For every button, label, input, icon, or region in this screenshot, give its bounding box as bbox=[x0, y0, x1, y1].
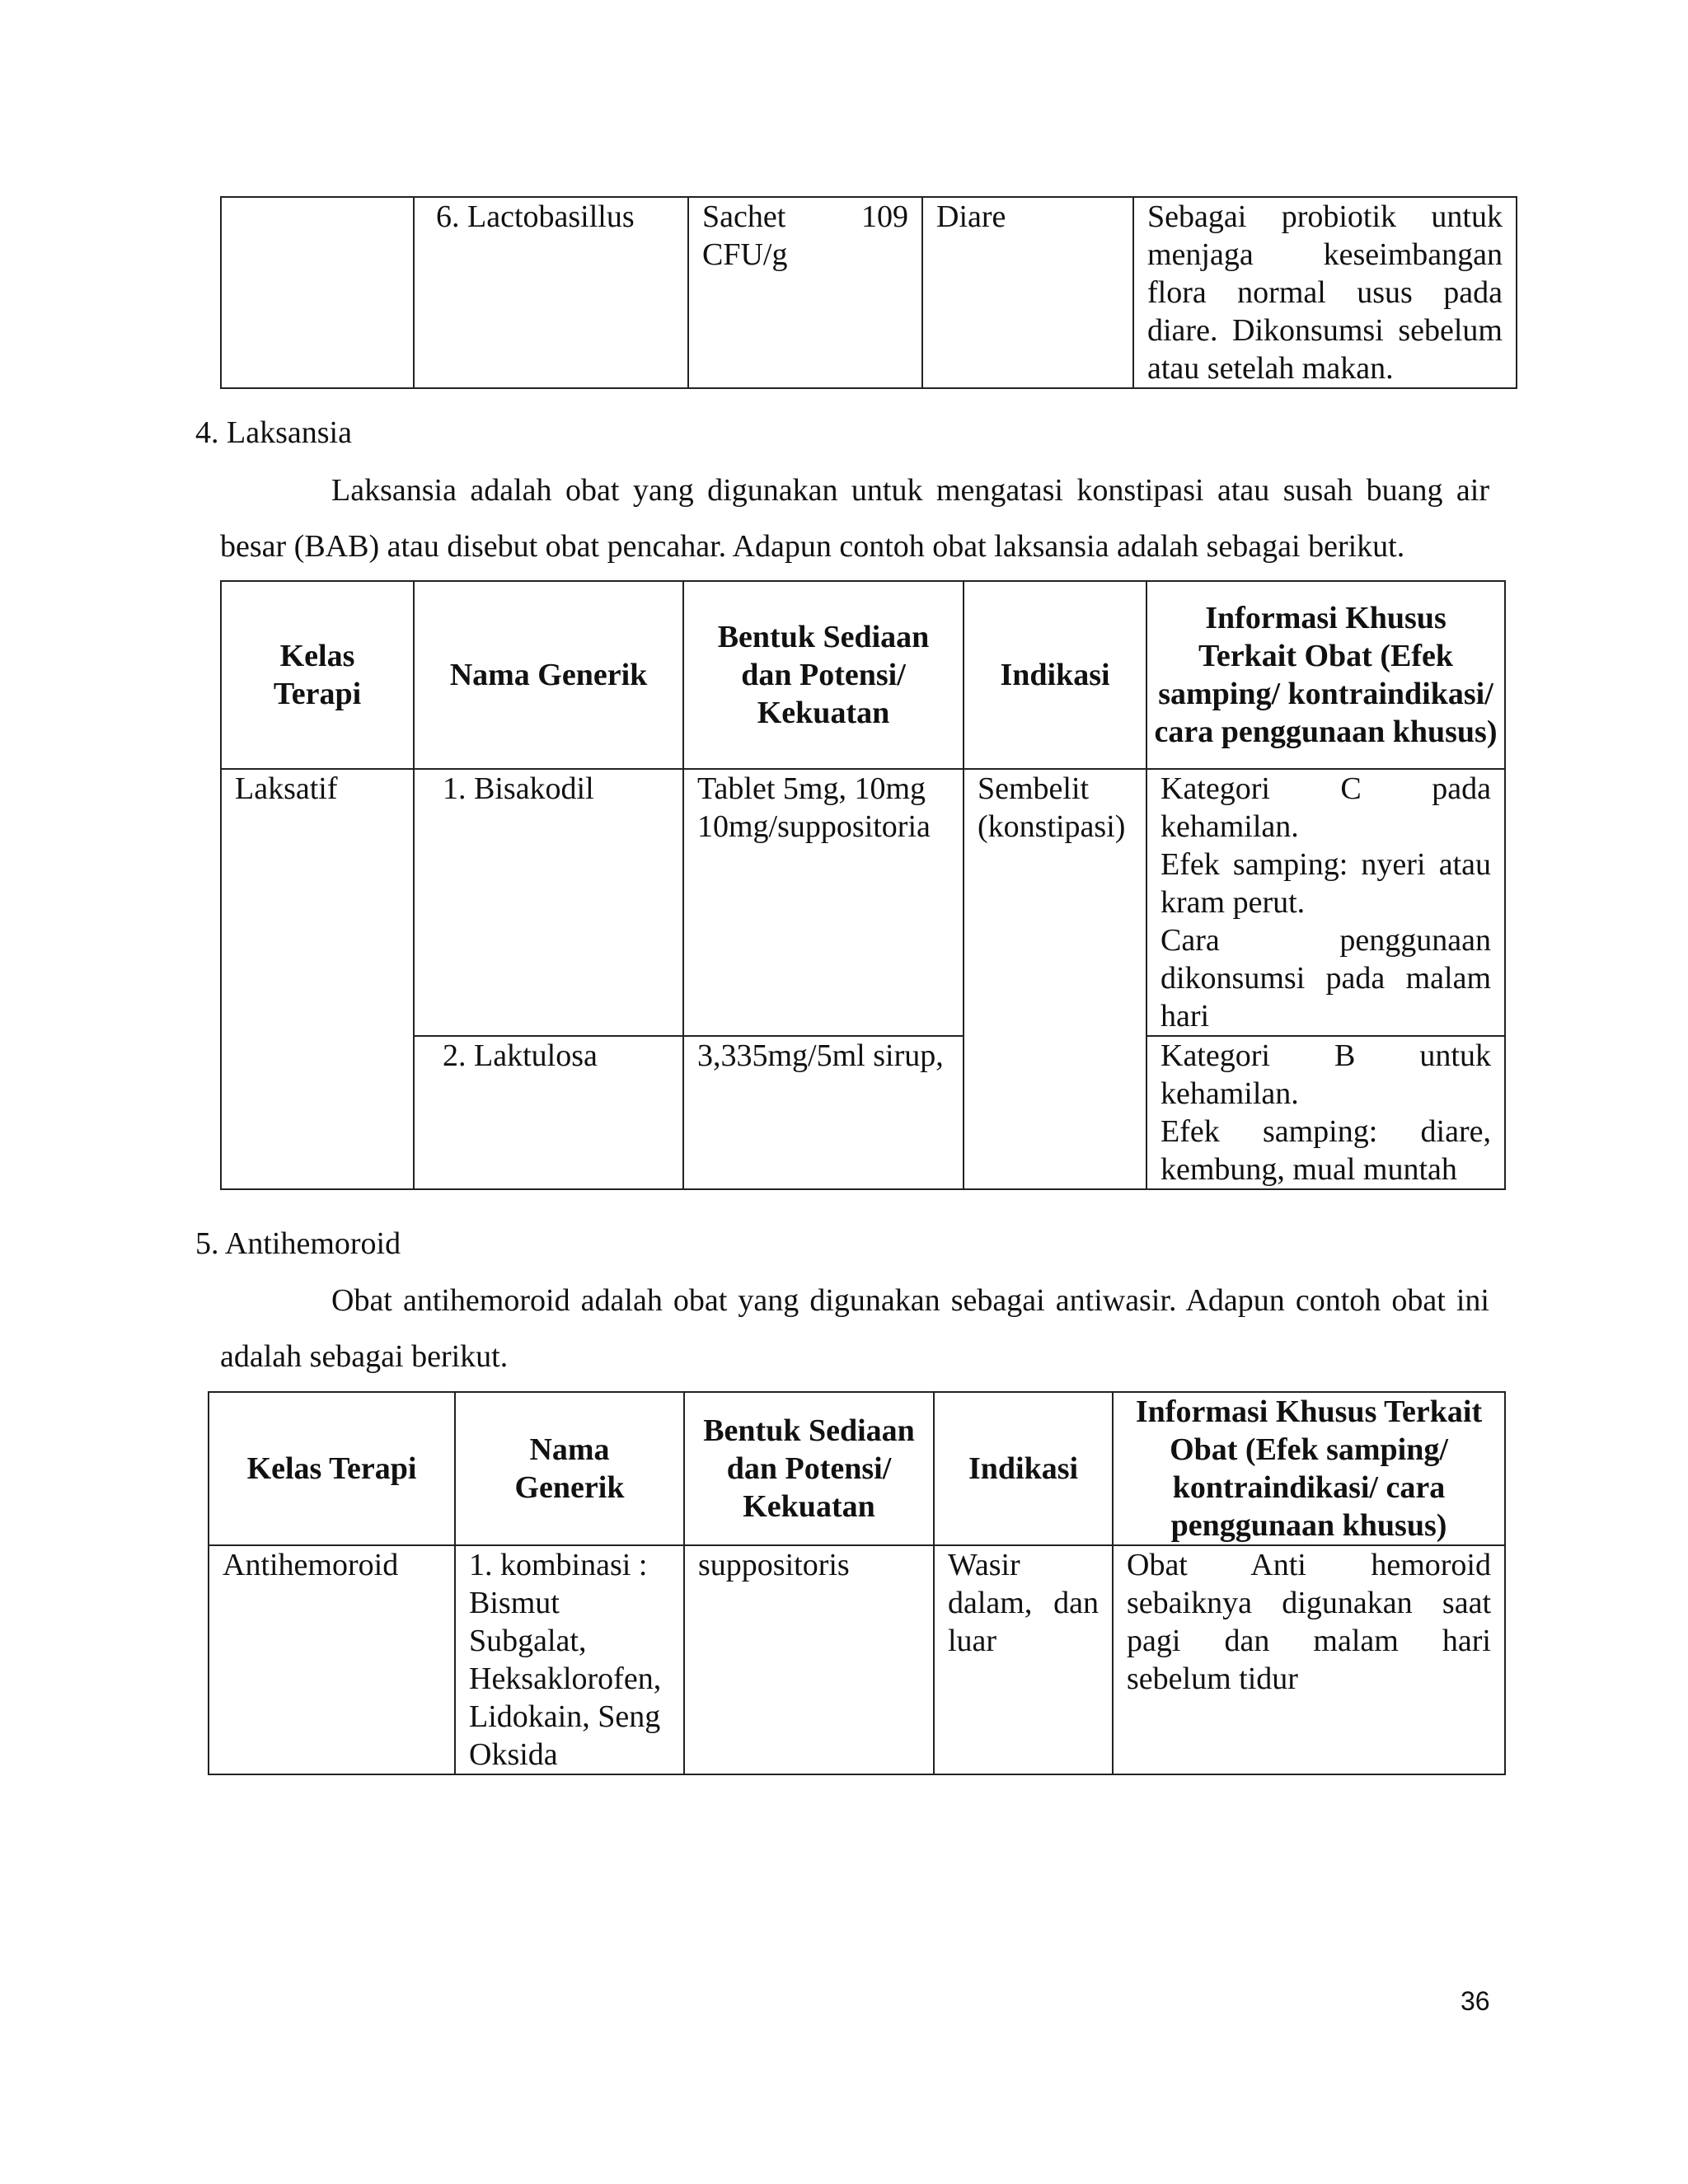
table-header-row bbox=[209, 1392, 1505, 1545]
header-bentuk-sediaan: Bentuk Sediaan dan Potensi/ Kekuatan bbox=[684, 1392, 934, 1545]
table-continued-antidiare bbox=[220, 196, 1517, 389]
info-line: Kategori C pada kehamilan. bbox=[1160, 771, 1491, 844]
cell-bentuk-sediaan: Tablet 5mg, 10mg 10mg/suppositoria bbox=[683, 769, 964, 1036]
cell-informasi-khusus bbox=[1146, 769, 1505, 1036]
header-nama-generik: Nama Generik bbox=[414, 581, 683, 769]
section-paragraph-antihemoroid: Obat antihemoroid adalah obat yang digunakan sebagai antiwasir. Adapun contoh obat ini adalah sebagai berikut. bbox=[220, 1283, 1489, 1374]
section-paragraph-laksansia: Laksansia adalah obat yang digunakan untuk mengatasi konstipasi atau susah buang air besar (BAB) atau disebut obat pencahar. Adapun contoh obat laksansia adalah sebagai berikut. bbox=[220, 473, 1489, 564]
cell-kelas-terapi bbox=[221, 197, 414, 388]
header-informasi-khusus: Informasi Khusus Terkait Obat (Efek samping/ kontraindikasi/ cara penggunaan khusus) bbox=[1146, 581, 1505, 769]
cell-nama-generik: 1. Bisakodil bbox=[414, 769, 683, 1036]
table-row bbox=[209, 1545, 1505, 1774]
header-informasi-khusus: Informasi Khusus Terkait Obat (Efek samping/ kontraindikasi/ cara penggunaan khusus) bbox=[1113, 1392, 1505, 1545]
info-line: Efek samping: nyeri atau kram perut. bbox=[1160, 847, 1491, 920]
table-row bbox=[221, 197, 1517, 388]
cell-kelas-terapi: Antihemoroid bbox=[209, 1545, 455, 1774]
bentuk-text-a: Sachet bbox=[702, 199, 786, 234]
cell-indikasi: Sembelit (konstipasi) bbox=[964, 769, 1146, 1189]
info-line: Efek samping: diare, kembung, mual muntah bbox=[1160, 1114, 1491, 1187]
table-antihemoroid bbox=[208, 1391, 1506, 1775]
info-line: Kategori B untuk kehamilan. bbox=[1160, 1038, 1491, 1111]
cell-bentuk-sediaan: 3,335mg/5ml sirup, bbox=[683, 1036, 964, 1189]
cell-indikasi: Wasir dalam, dan luar bbox=[934, 1545, 1113, 1774]
table-row bbox=[221, 1036, 1505, 1189]
cell-nama-generik: 1. kombinasi : Bismut Subgalat, Heksaklorofen, Lidokain, Seng Oksida bbox=[455, 1545, 684, 1774]
cell-nama-generik: 6. Lactobasillus bbox=[414, 197, 688, 388]
bentuk-text-b: 109 bbox=[861, 199, 908, 234]
header-indikasi: Indikasi bbox=[934, 1392, 1113, 1545]
section-heading-antihemoroid: 5. Antihemoroid bbox=[195, 1226, 401, 1261]
info-line: Cara penggunaan dikonsumsi pada malam hari bbox=[1160, 923, 1491, 1033]
page-number: 36 bbox=[1461, 1986, 1490, 2016]
cell-bentuk-sediaan: suppositoris bbox=[684, 1545, 934, 1774]
cell-indikasi: Diare bbox=[922, 197, 1133, 388]
table-row bbox=[221, 769, 1505, 1036]
cell-informasi-khusus: Obat Anti hemoroid sebaiknya digunakan saat pagi dan malam hari sebelum tidur bbox=[1113, 1545, 1505, 1774]
table-laksansia bbox=[220, 580, 1506, 1190]
table-header-row bbox=[221, 581, 1505, 769]
cell-bentuk-sediaan bbox=[688, 197, 922, 388]
section-heading-laksansia: 4. Laksansia bbox=[195, 415, 352, 450]
header-indikasi: Indikasi bbox=[964, 581, 1146, 769]
bentuk-text-c: CFU/g bbox=[702, 237, 788, 272]
cell-kelas-terapi: Laksatif bbox=[221, 769, 414, 1189]
cell-nama-generik: 2. Laktulosa bbox=[414, 1036, 683, 1189]
header-kelas-terapi: Kelas Terapi bbox=[221, 581, 414, 769]
cell-informasi-khusus bbox=[1146, 1036, 1505, 1189]
header-bentuk-sediaan: Bentuk Sediaan dan Potensi/ Kekuatan bbox=[683, 581, 964, 769]
header-kelas-terapi: Kelas Terapi bbox=[209, 1392, 455, 1545]
header-nama-generik: Nama Generik bbox=[455, 1392, 684, 1545]
cell-informasi-khusus: Sebagai probiotik untuk menjaga keseimbangan flora normal usus pada diare. Dikonsumsi sebelum atau setelah makan. bbox=[1133, 197, 1517, 388]
